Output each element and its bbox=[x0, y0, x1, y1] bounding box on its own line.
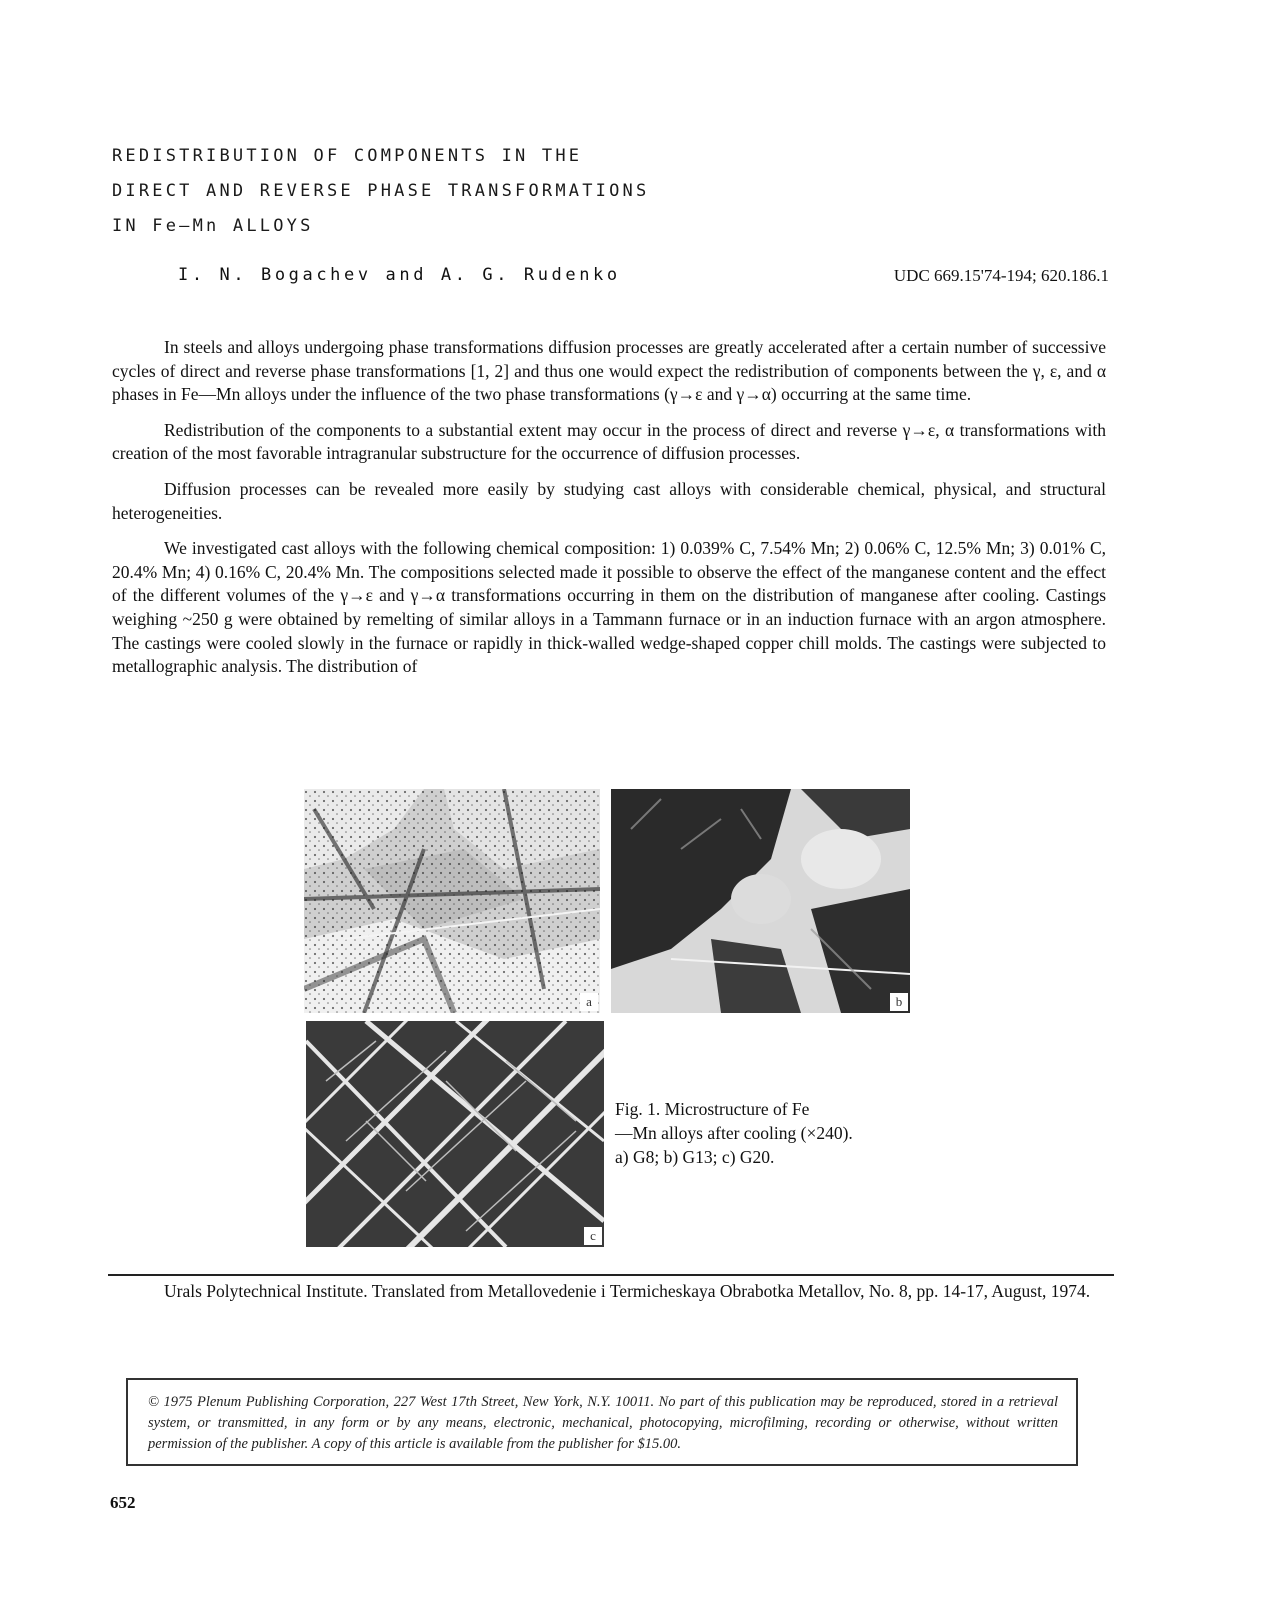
micrograph-c-image bbox=[306, 1021, 604, 1247]
paragraph-1: In steels and alloys undergoing phase transformations diffusion processes are greatly accelerated after a certain number of successive cycles of direct and reverse phase transformations [1, 2] and thus one would expect the redistribution of components between the γ, ε, and α phases in Fe—Mn alloys under the influence of the two phase transformations (γ→ε and γ→α) occurring at the same time. bbox=[112, 337, 1106, 405]
udc-code: UDC 669.15'74-194; 620.186.1 bbox=[893, 266, 1109, 285]
footnote-rule bbox=[108, 1274, 1114, 1276]
paragraph-4: We investigated cast alloys with the following chemical composition: 1) 0.039% C, 7.54% Mn; 2) 0.06% C, 12.5% Mn; 3) 0.01% C, 20.4% Mn; 4) 0.16% C, 20.4% Mn. The compositions selected made it possible to observe the effect of the manganese content and the effect of the different volumes of the γ→ε and γ→α transformations occurring in them on the distribution of manganese after cooling. Castings weighing ~250 g were obtained by remelting of similar alloys in a Tammann furnace or in an induction furnace with an argon atmosphere. The castings were cooled slowly in the furnace or rapidly in thick-walled wedge-shaped copper chill molds. The castings were subjected to metallographic analysis. The distribution of bbox=[112, 538, 1106, 677]
figure-caption bbox=[615, 1097, 935, 1169]
page-number: 652 bbox=[110, 1493, 136, 1512]
paragraph-2: Redistribution of the components to a substantial extent may occur in the process of direct and reverse γ→ε, α transformations with creation of the most favorable intragranular substructure for the occurrence of diffusion processes. bbox=[112, 419, 1106, 464]
title-line-3: IN Fe—Mn ALLOYS bbox=[112, 216, 314, 236]
footnote: Urals Polytechnical Institute. Translated from Metallovedenie i Termicheskaya Obrabotka Metallov, No. 8, pp. 14-17, August, 1974. bbox=[164, 1281, 1091, 1301]
micrograph-b-image bbox=[611, 789, 910, 1013]
panel-label-a: a bbox=[580, 993, 598, 1011]
paragraph-3: Diffusion processes can be revealed more easily by studying cast alloys with considerable chemical, physical, and structural heterogeneities. bbox=[112, 478, 1106, 523]
micrograph-c bbox=[306, 1021, 604, 1247]
article-body bbox=[112, 336, 1106, 679]
title-line-2: DIRECT AND REVERSE PHASE TRANSFORMATIONS bbox=[112, 181, 650, 201]
micrograph-a bbox=[304, 789, 600, 1013]
authors: I. N. Bogachev and A. G. Rudenko bbox=[178, 265, 621, 285]
caption-line-3: a) G8; b) G13; c) G20. bbox=[615, 1147, 775, 1167]
caption-line-1: Fig. 1. Microstructure of Fe bbox=[615, 1099, 810, 1119]
panel-label-b: b bbox=[890, 993, 908, 1011]
micrograph-a-image bbox=[304, 789, 600, 1013]
micrograph-b bbox=[611, 789, 910, 1013]
caption-line-2: —Mn alloys after cooling (×240). bbox=[615, 1123, 853, 1143]
title-line-1: REDISTRIBUTION OF COMPONENTS IN THE bbox=[112, 146, 583, 166]
panel-label-c: c bbox=[584, 1227, 602, 1245]
copyright-notice: © 1975 Plenum Publishing Corporation, 227 West 17th Street, New York, N.Y. 10011. No part of this publication may be reproduced, stored in a retrieval system, or transmitted, in any form or by any means, electronic, mechanical, photocopying, microfilming, recording or otherwise, without written permission of the publisher. A copy of this article is available from the publisher for $15.00. bbox=[126, 1378, 1078, 1466]
